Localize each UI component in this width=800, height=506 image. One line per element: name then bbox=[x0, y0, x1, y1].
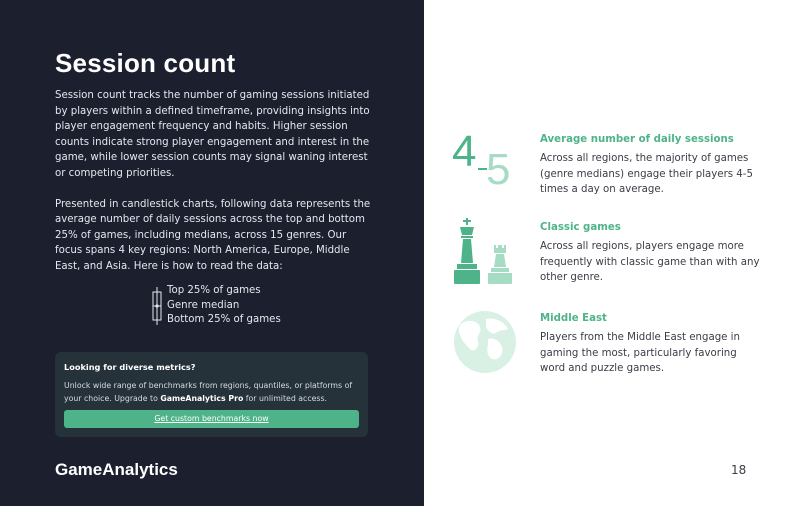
page-title: Session count bbox=[55, 48, 236, 78]
callout-body-text: for unlimited access. bbox=[243, 393, 327, 403]
legend-item-median: Genre median bbox=[167, 299, 240, 311]
callout-body bbox=[64, 380, 359, 405]
stat-body: Across all regions, the majority of games (genre medians) engage their players 4-5 times a day on average. bbox=[540, 153, 753, 195]
stat-daily-sessions bbox=[540, 134, 760, 198]
stat-middle-east bbox=[540, 313, 760, 377]
stat-body: Across all regions, players engage more frequently with classic game than with any other genre. bbox=[540, 241, 760, 283]
callout-product-name: GameAnalytics Pro bbox=[160, 393, 244, 403]
intro-paragraph: Session count tracks the number of gaming sessions initiated by players within a defined timeframe, providing insights into player engagement frequency and habits. Higher session counts indicate strong player engagement and interest in the game, while lower session counts may signal waning interest or competing priorities. bbox=[55, 90, 370, 179]
page-number: 18 bbox=[731, 463, 747, 477]
number-4-5-icon bbox=[450, 128, 520, 188]
callout-body-text: Unlock wide range of benchmarks from regions, quantiles, or platforms of your choice. Upgrade to bbox=[64, 381, 353, 403]
intro-text bbox=[55, 88, 375, 274]
stat-title: Average number of daily sessions bbox=[540, 134, 734, 145]
globe-icon bbox=[452, 309, 518, 375]
icon-number-5: 5 bbox=[486, 145, 511, 188]
get-benchmarks-button[interactable]: Get custom benchmarks now bbox=[64, 410, 359, 428]
legend-item-top: Top 25% of games bbox=[167, 285, 261, 296]
gameanalytics-logo: GameAnalytics bbox=[55, 460, 178, 479]
stat-body: Players from the Middle East engage in gaming the most, particularly favoring word and puzzle games. bbox=[540, 332, 740, 374]
legend-item-bottom: Bottom 25% of games bbox=[167, 314, 281, 325]
icon-number-4: 4 bbox=[452, 128, 477, 176]
upgrade-callout bbox=[55, 352, 368, 437]
stat-title: Middle East bbox=[540, 313, 607, 324]
intro-paragraph: Presented in candlestick charts, following data represents the average number of daily sessions across the top and bottom 25% of games, including medians, across 15 genres. Our focus spans 4 key regions: North America, Europe, Middle East, and Asia. Here is how to read the data: bbox=[55, 198, 371, 272]
candlestick-icon bbox=[152, 287, 162, 325]
stat-title: Classic games bbox=[540, 222, 621, 233]
candlestick-legend bbox=[152, 284, 281, 328]
callout-heading: Looking for diverse metrics? bbox=[64, 362, 196, 372]
stat-classic-games bbox=[540, 222, 760, 286]
chess-pieces-icon bbox=[450, 217, 520, 285]
